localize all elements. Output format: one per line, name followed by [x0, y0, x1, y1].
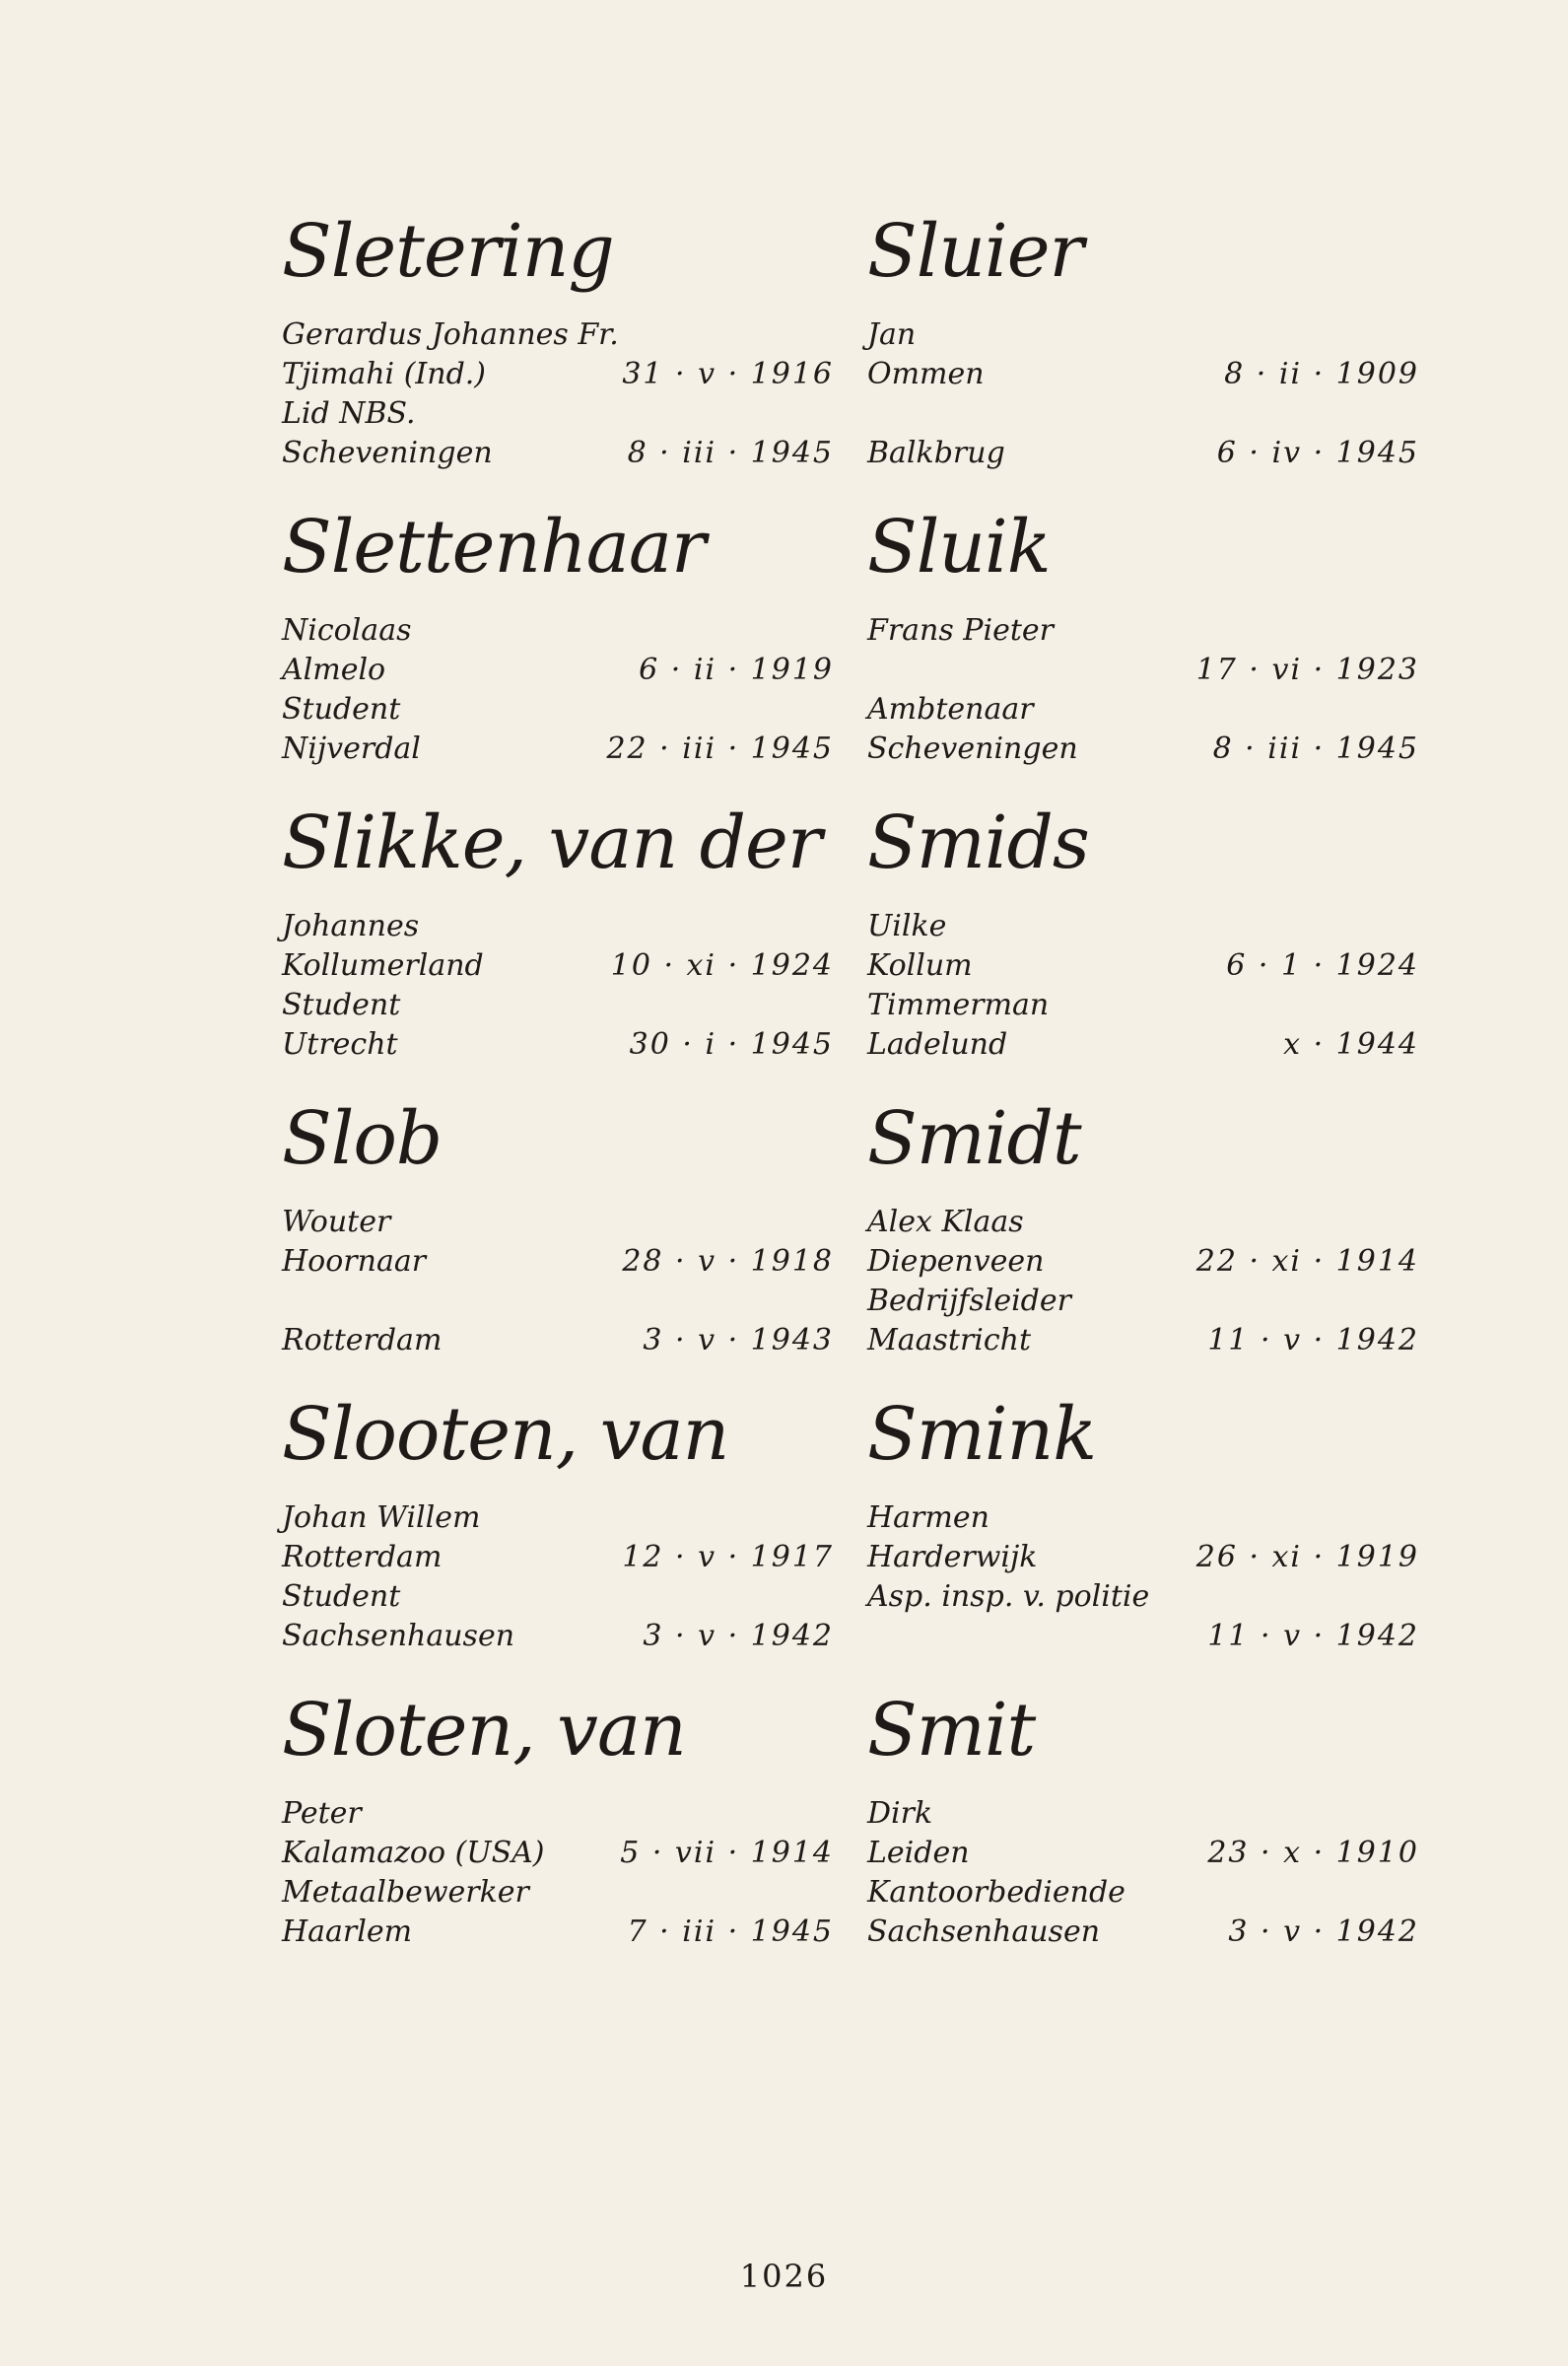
date-text: 30 · i · 1945 — [629, 1027, 834, 1062]
detail-text: Kantoorbediende — [867, 1875, 1125, 1910]
date-text: 8 · ii · 1909 — [1224, 357, 1419, 391]
detail-text: Utrecht — [282, 1027, 398, 1062]
date-text: 26 · xi · 1919 — [1195, 1540, 1419, 1574]
detail-line — [282, 1538, 834, 1577]
detail-text: Jan — [867, 317, 917, 352]
detail-text: Student — [282, 1579, 401, 1614]
detail-line — [282, 730, 834, 769]
detail-text: Nijverdal — [282, 731, 421, 766]
detail-line — [282, 1203, 834, 1242]
detail-line — [282, 434, 834, 473]
date-text: 3 · v · 1942 — [1228, 1914, 1419, 1949]
detail-text: Balkbrug — [867, 436, 1005, 470]
date-text: 10 · xi · 1924 — [610, 948, 834, 983]
date-text: 8 · iii · 1945 — [627, 436, 834, 470]
surname-heading: Smink — [867, 1392, 1097, 1477]
detail-text: Kollumerland — [282, 948, 484, 983]
detail-text: Alex Klaas — [867, 1205, 1024, 1239]
date-text: 12 · v · 1917 — [622, 1540, 834, 1574]
detail-text: Uilke — [867, 909, 947, 943]
name-entry — [282, 799, 834, 1094]
name-entry — [867, 207, 1419, 503]
surname-heading: Slooten, van — [282, 1392, 729, 1477]
detail-line — [867, 690, 1419, 730]
date-text: 6 · iv · 1945 — [1216, 436, 1419, 470]
detail-line — [282, 1577, 834, 1617]
date-text: 11 · v · 1942 — [1207, 1619, 1419, 1653]
detail-text: Johan Willem — [282, 1500, 481, 1535]
surname-heading: Smit — [867, 1688, 1036, 1773]
detail-text: Nicolaas — [282, 613, 412, 648]
detail-text: Wouter — [282, 1205, 391, 1239]
detail-line — [867, 1617, 1419, 1656]
detail-line — [282, 1617, 834, 1656]
detail-line — [282, 1282, 834, 1321]
name-entry — [282, 207, 834, 503]
name-entry — [282, 1094, 834, 1390]
detail-line — [282, 1242, 834, 1282]
detail-line — [867, 1538, 1419, 1577]
name-entry — [867, 1094, 1419, 1390]
surname-heading: Slob — [282, 1096, 443, 1181]
detail-text: Kollum — [867, 948, 973, 983]
date-text: 6 · ii · 1919 — [639, 653, 834, 687]
detail-line — [867, 946, 1419, 986]
detail-text: Haarlem — [282, 1914, 413, 1949]
detail-line — [282, 986, 834, 1025]
detail-line — [282, 1913, 834, 1952]
detail-line — [282, 1834, 834, 1873]
detail-text: Scheveningen — [867, 731, 1078, 766]
date-text: 8 · iii · 1945 — [1212, 731, 1419, 766]
detail-text: Tjimahi (Ind.) — [282, 357, 487, 391]
name-entry — [867, 1390, 1419, 1686]
detail-text: Peter — [282, 1796, 362, 1831]
detail-line — [282, 907, 834, 946]
detail-line — [867, 1913, 1419, 1952]
detail-text: Leiden — [867, 1836, 970, 1870]
name-entry — [867, 503, 1419, 799]
detail-line — [282, 1498, 834, 1538]
detail-line — [867, 1834, 1419, 1873]
detail-text: Ambtenaar — [867, 692, 1034, 727]
right-column — [867, 207, 1419, 1982]
detail-text: Rotterdam — [282, 1323, 443, 1357]
date-text: 11 · v · 1942 — [1207, 1323, 1419, 1357]
detail-text: Student — [282, 692, 401, 727]
date-text: x · 1944 — [1283, 1027, 1419, 1062]
date-text: 3 · v · 1942 — [643, 1619, 834, 1653]
surname-heading: Sluik — [867, 505, 1051, 590]
detail-text: Sachsenhausen — [867, 1914, 1101, 1949]
detail-text: Metaalbewerker — [282, 1875, 529, 1910]
detail-line — [867, 986, 1419, 1025]
surname-heading: Smids — [867, 800, 1089, 885]
detail-text: Kalamazoo (USA) — [282, 1836, 545, 1870]
detail-line — [867, 730, 1419, 769]
left-column — [282, 207, 834, 1982]
page-number: 1026 — [739, 2258, 829, 2295]
detail-line — [282, 1873, 834, 1913]
date-text: 5 · vii · 1914 — [620, 1836, 834, 1870]
detail-line — [867, 1577, 1419, 1617]
surname-heading: Sloten, van — [282, 1688, 686, 1773]
detail-text: Asp. insp. v. politie — [867, 1579, 1150, 1614]
date-text: 7 · iii · 1945 — [627, 1914, 834, 1949]
detail-line — [867, 434, 1419, 473]
detail-line — [282, 946, 834, 986]
surname-heading: Smidt — [867, 1096, 1081, 1181]
detail-line — [867, 355, 1419, 394]
detail-line — [282, 315, 834, 355]
date-text: 22 · xi · 1914 — [1195, 1244, 1419, 1279]
surname-heading: Slikke, van der — [282, 800, 822, 885]
name-entry — [282, 503, 834, 799]
detail-text: Timmerman — [867, 988, 1050, 1022]
detail-text: Ladelund — [867, 1027, 1008, 1062]
detail-line — [282, 394, 834, 434]
detail-line — [282, 355, 834, 394]
detail-text: Johannes — [282, 909, 420, 943]
detail-line — [867, 1321, 1419, 1360]
detail-text: Sachsenhausen — [282, 1619, 515, 1653]
detail-text: Maastricht — [867, 1323, 1032, 1357]
surname-heading: Sluier — [867, 209, 1083, 294]
detail-line — [282, 611, 834, 651]
detail-line — [867, 1498, 1419, 1538]
detail-text: Gerardus Johannes Fr. — [282, 317, 619, 352]
detail-text: Bedrijfsleider — [867, 1284, 1071, 1318]
detail-text: Scheveningen — [282, 436, 493, 470]
detail-text: Harderwijk — [867, 1540, 1038, 1574]
date-text: 28 · v · 1918 — [622, 1244, 834, 1279]
detail-text: Diepenveen — [867, 1244, 1045, 1279]
date-text: 17 · vi · 1923 — [1195, 653, 1419, 687]
detail-line — [867, 1873, 1419, 1913]
surname-heading: Slettenhaar — [282, 505, 706, 590]
detail-text: Hoornaar — [282, 1244, 427, 1279]
date-text: 23 · x · 1910 — [1207, 1836, 1419, 1870]
detail-line — [282, 651, 834, 690]
date-text: 6 · 1 · 1924 — [1226, 948, 1419, 983]
detail-text: Ommen — [867, 357, 985, 391]
detail-line — [867, 1242, 1419, 1282]
detail-line — [867, 1025, 1419, 1065]
detail-text: Rotterdam — [282, 1540, 443, 1574]
detail-line — [867, 611, 1419, 651]
detail-line — [282, 1025, 834, 1065]
name-entry — [282, 1390, 834, 1686]
detail-text: Almelo — [282, 653, 386, 687]
name-entry — [867, 799, 1419, 1094]
detail-line — [867, 1282, 1419, 1321]
detail-text: Frans Pieter — [867, 613, 1054, 648]
detail-line — [867, 651, 1419, 690]
detail-line — [282, 1321, 834, 1360]
detail-line — [282, 690, 834, 730]
detail-text: Dirk — [867, 1796, 933, 1831]
name-entry — [867, 1686, 1419, 1982]
surname-heading: Sletering — [282, 209, 614, 294]
detail-line — [867, 1794, 1419, 1834]
detail-line — [282, 1794, 834, 1834]
detail-text: Student — [282, 988, 401, 1022]
name-entry — [282, 1686, 834, 1982]
detail-line — [867, 1203, 1419, 1242]
detail-line — [867, 315, 1419, 355]
detail-line — [867, 907, 1419, 946]
detail-text: Lid NBS. — [282, 396, 416, 431]
date-text: 22 · iii · 1945 — [606, 731, 834, 766]
date-text: 3 · v · 1943 — [643, 1323, 834, 1357]
date-text: 31 · v · 1916 — [622, 357, 834, 391]
detail-line — [867, 394, 1419, 434]
detail-text: Harmen — [867, 1500, 989, 1535]
